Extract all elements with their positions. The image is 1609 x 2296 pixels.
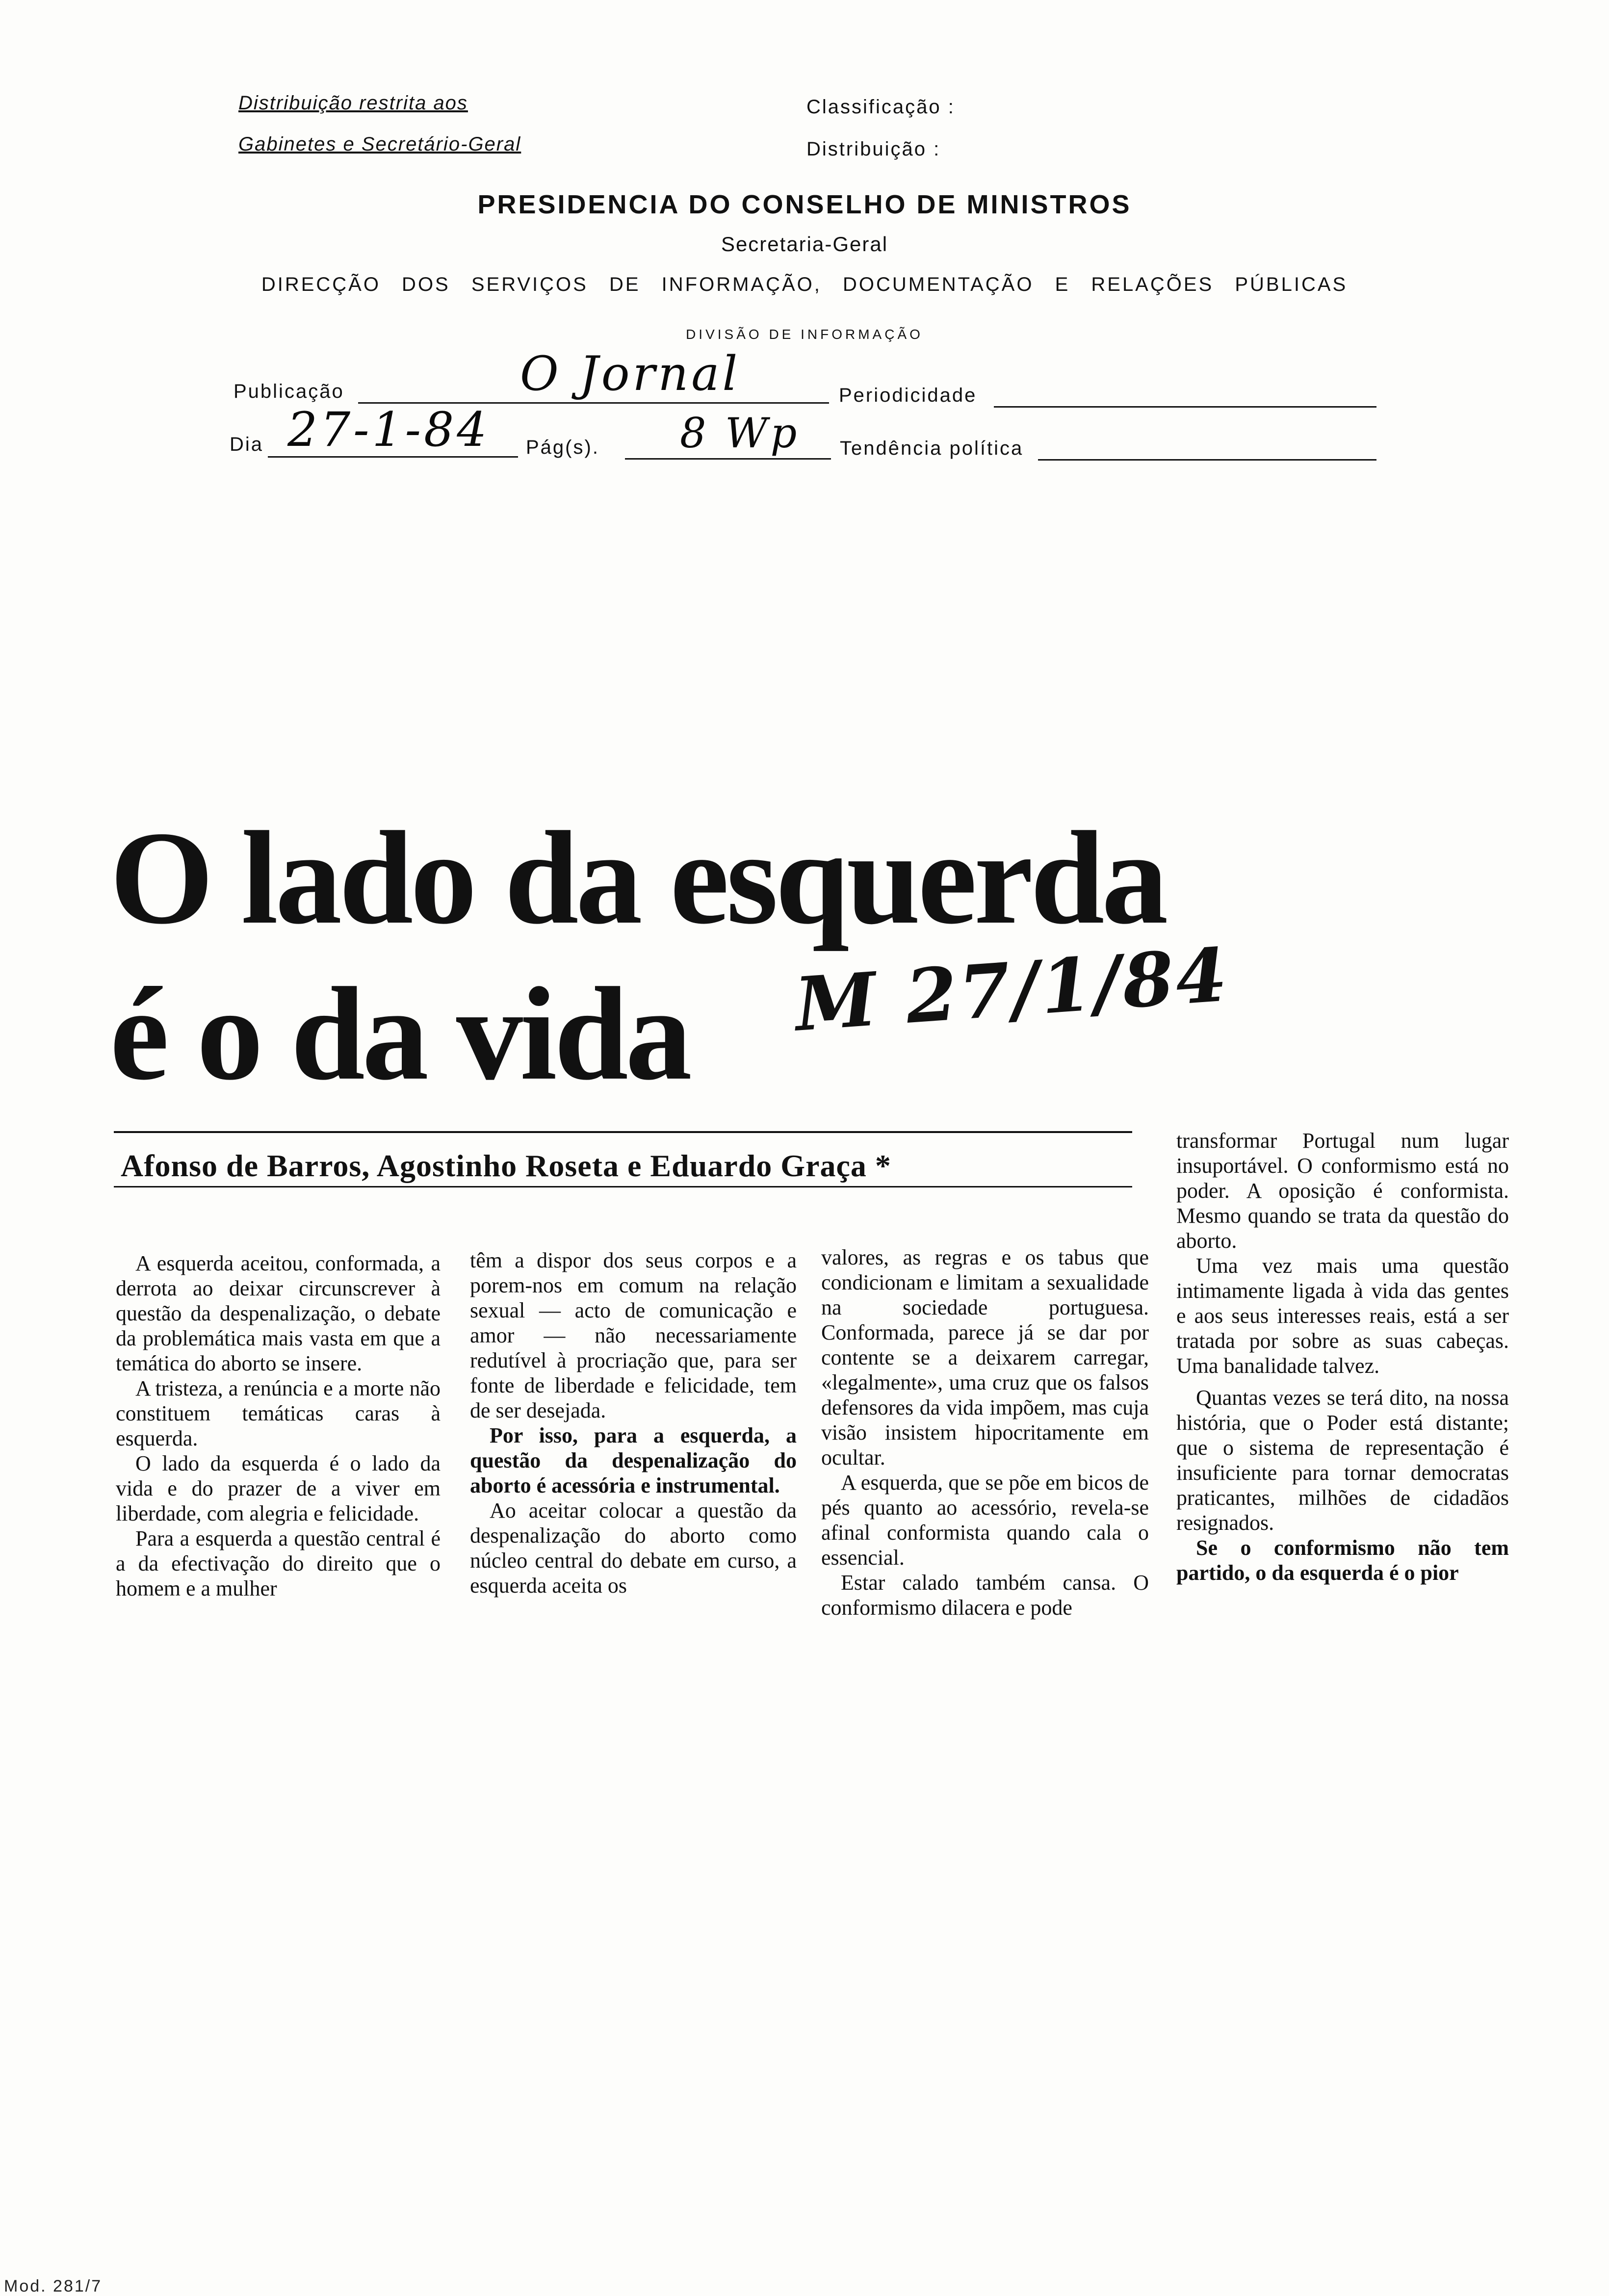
org-title: PRESIDENCIA DO CONSELHO DE MINISTROS <box>477 190 1132 219</box>
classificacao-label: Classificação : <box>806 96 955 118</box>
col4-paragraph: transformar Portugal num lugar insuportável. O conformismo está no poder. A oposição é conformista. Mesmo quando se trata da questão do aborto. <box>1176 1129 1509 1253</box>
col2-bold-text: Por isso, para a esquerda, a questão da despenalização do aborto é acessória e instrumental. <box>470 1423 797 1497</box>
distribuicao-label: Distribuição : <box>806 138 941 160</box>
periodicidade-label: Periodicidade <box>839 385 977 406</box>
col3-paragraph: valores, as regras e os tabus que condicionam e limitam a sexualidade na sociedade portuguesa. Conformada, parece já se dar por contente se a deixarem carregar, «legalmente», uma cruz que os falsos defensores da vida impõem, mas cuja visão insistem hipocritamente em ocultar. <box>821 1245 1149 1470</box>
article-column-1 <box>116 1251 441 1601</box>
byline-top-rule <box>114 1131 1132 1133</box>
direccao-line: DIRECÇÃO DOS SERVIÇOS DE INFORMAÇÃO, DOCUMENTAÇÃO E RELAÇÕES PÚBLICAS <box>261 274 1348 295</box>
periodicidade-line <box>994 406 1376 408</box>
tendencia-line <box>1038 459 1376 461</box>
restricted-distribution-line2: Gabinetes e Secretário-Geral <box>238 133 521 155</box>
publicacao-handwritten: O Jornal <box>520 346 741 401</box>
col1-paragraph: A esquerda aceitou, conformada, a derrota ao deixar circunscrever à questão da despenalização, o debate da problemática mais vasta em que a temática do aborto se insere. <box>116 1251 441 1375</box>
byline: Afonso de Barros, Agostinho Roseta e Eduardo Graça * <box>121 1148 891 1183</box>
form-code: Mod. 281/7 <box>4 2277 103 2296</box>
col2-paragraph: têm a dispor dos seus corpos e a porem-nos em comum na relação sexual — acto de comunicação e amor — não necessariamente redutível à procriação que, para ser fonte de liberdade e felicidade, tem de ser desejada. <box>470 1248 797 1422</box>
col4-paragraph: Uma vez mais uma questão intimamente ligada à vida das gentes e aos seus interesses reais, está a ser tratada por sobre as suas cabeças. Uma banalidade talvez. <box>1176 1254 1509 1378</box>
article-column-2 <box>470 1248 797 1598</box>
pags-label: Pág(s). <box>526 437 599 458</box>
headline-line1: O lado da esquerda <box>110 804 1166 952</box>
col1-paragraph: A tristeza, a renúncia e a morte não constituem temáticas caras à esquerda. <box>116 1376 441 1450</box>
col3-paragraph: A esquerda, que se põe em bicos de pés quanto ao acessório, revela-se afinal conformista quando cala o essencial. <box>821 1470 1149 1570</box>
restricted-distribution-line1: Distribuição restrita aos <box>238 92 468 114</box>
article-column-3 <box>821 1245 1149 1620</box>
col1-paragraph: O lado da esquerda é o lado da vida e do prazer de a viver em liberdade, com alegria e felicidade. <box>116 1451 441 1525</box>
divisao-line: DIVISÃO DE INFORMAÇÃO <box>686 327 923 342</box>
col2-paragraph: Ao aceitar colocar a questão da despenalização do aborto como núcleo central do debate em curso, a esquerda aceita os <box>470 1498 797 1598</box>
col4-paragraph: Quantas vezes se terá dito, na nossa história, que o Poder está distante; que o sistema de representação é insuficiente para tornar democratas praticantes, milhões de cidadãos resignados. <box>1176 1386 1509 1535</box>
col4-bold-text: Se o conformismo não tem partido, o da esquerda é o pior <box>1176 1536 1509 1585</box>
tendencia-label: Tendência política <box>840 438 1024 459</box>
byline-bottom-rule <box>114 1186 1132 1187</box>
pags-line <box>625 458 831 460</box>
publicacao-label: Publicação <box>234 381 344 402</box>
col3-paragraph: Estar calado também cansa. O conformismo dilacera e pode <box>821 1571 1149 1620</box>
article-column-4 <box>1176 1128 1509 1585</box>
col4-bold-paragraph <box>1176 1535 1509 1585</box>
dia-handwritten: 27-1-84 <box>287 402 490 457</box>
pags-handwritten: 8 Wp <box>680 409 800 457</box>
handwritten-annotation: M 27/1/84 <box>792 931 1232 1048</box>
org-subtitle: Secretaria-Geral <box>721 232 888 256</box>
col2-bold-paragraph <box>470 1423 797 1498</box>
headline-line2: é o da vida <box>110 960 689 1108</box>
dia-label: Dia <box>230 434 264 455</box>
col1-paragraph: Para a esquerda a questão central é a da efectivação do direito que o homem e a mulher <box>116 1526 441 1600</box>
